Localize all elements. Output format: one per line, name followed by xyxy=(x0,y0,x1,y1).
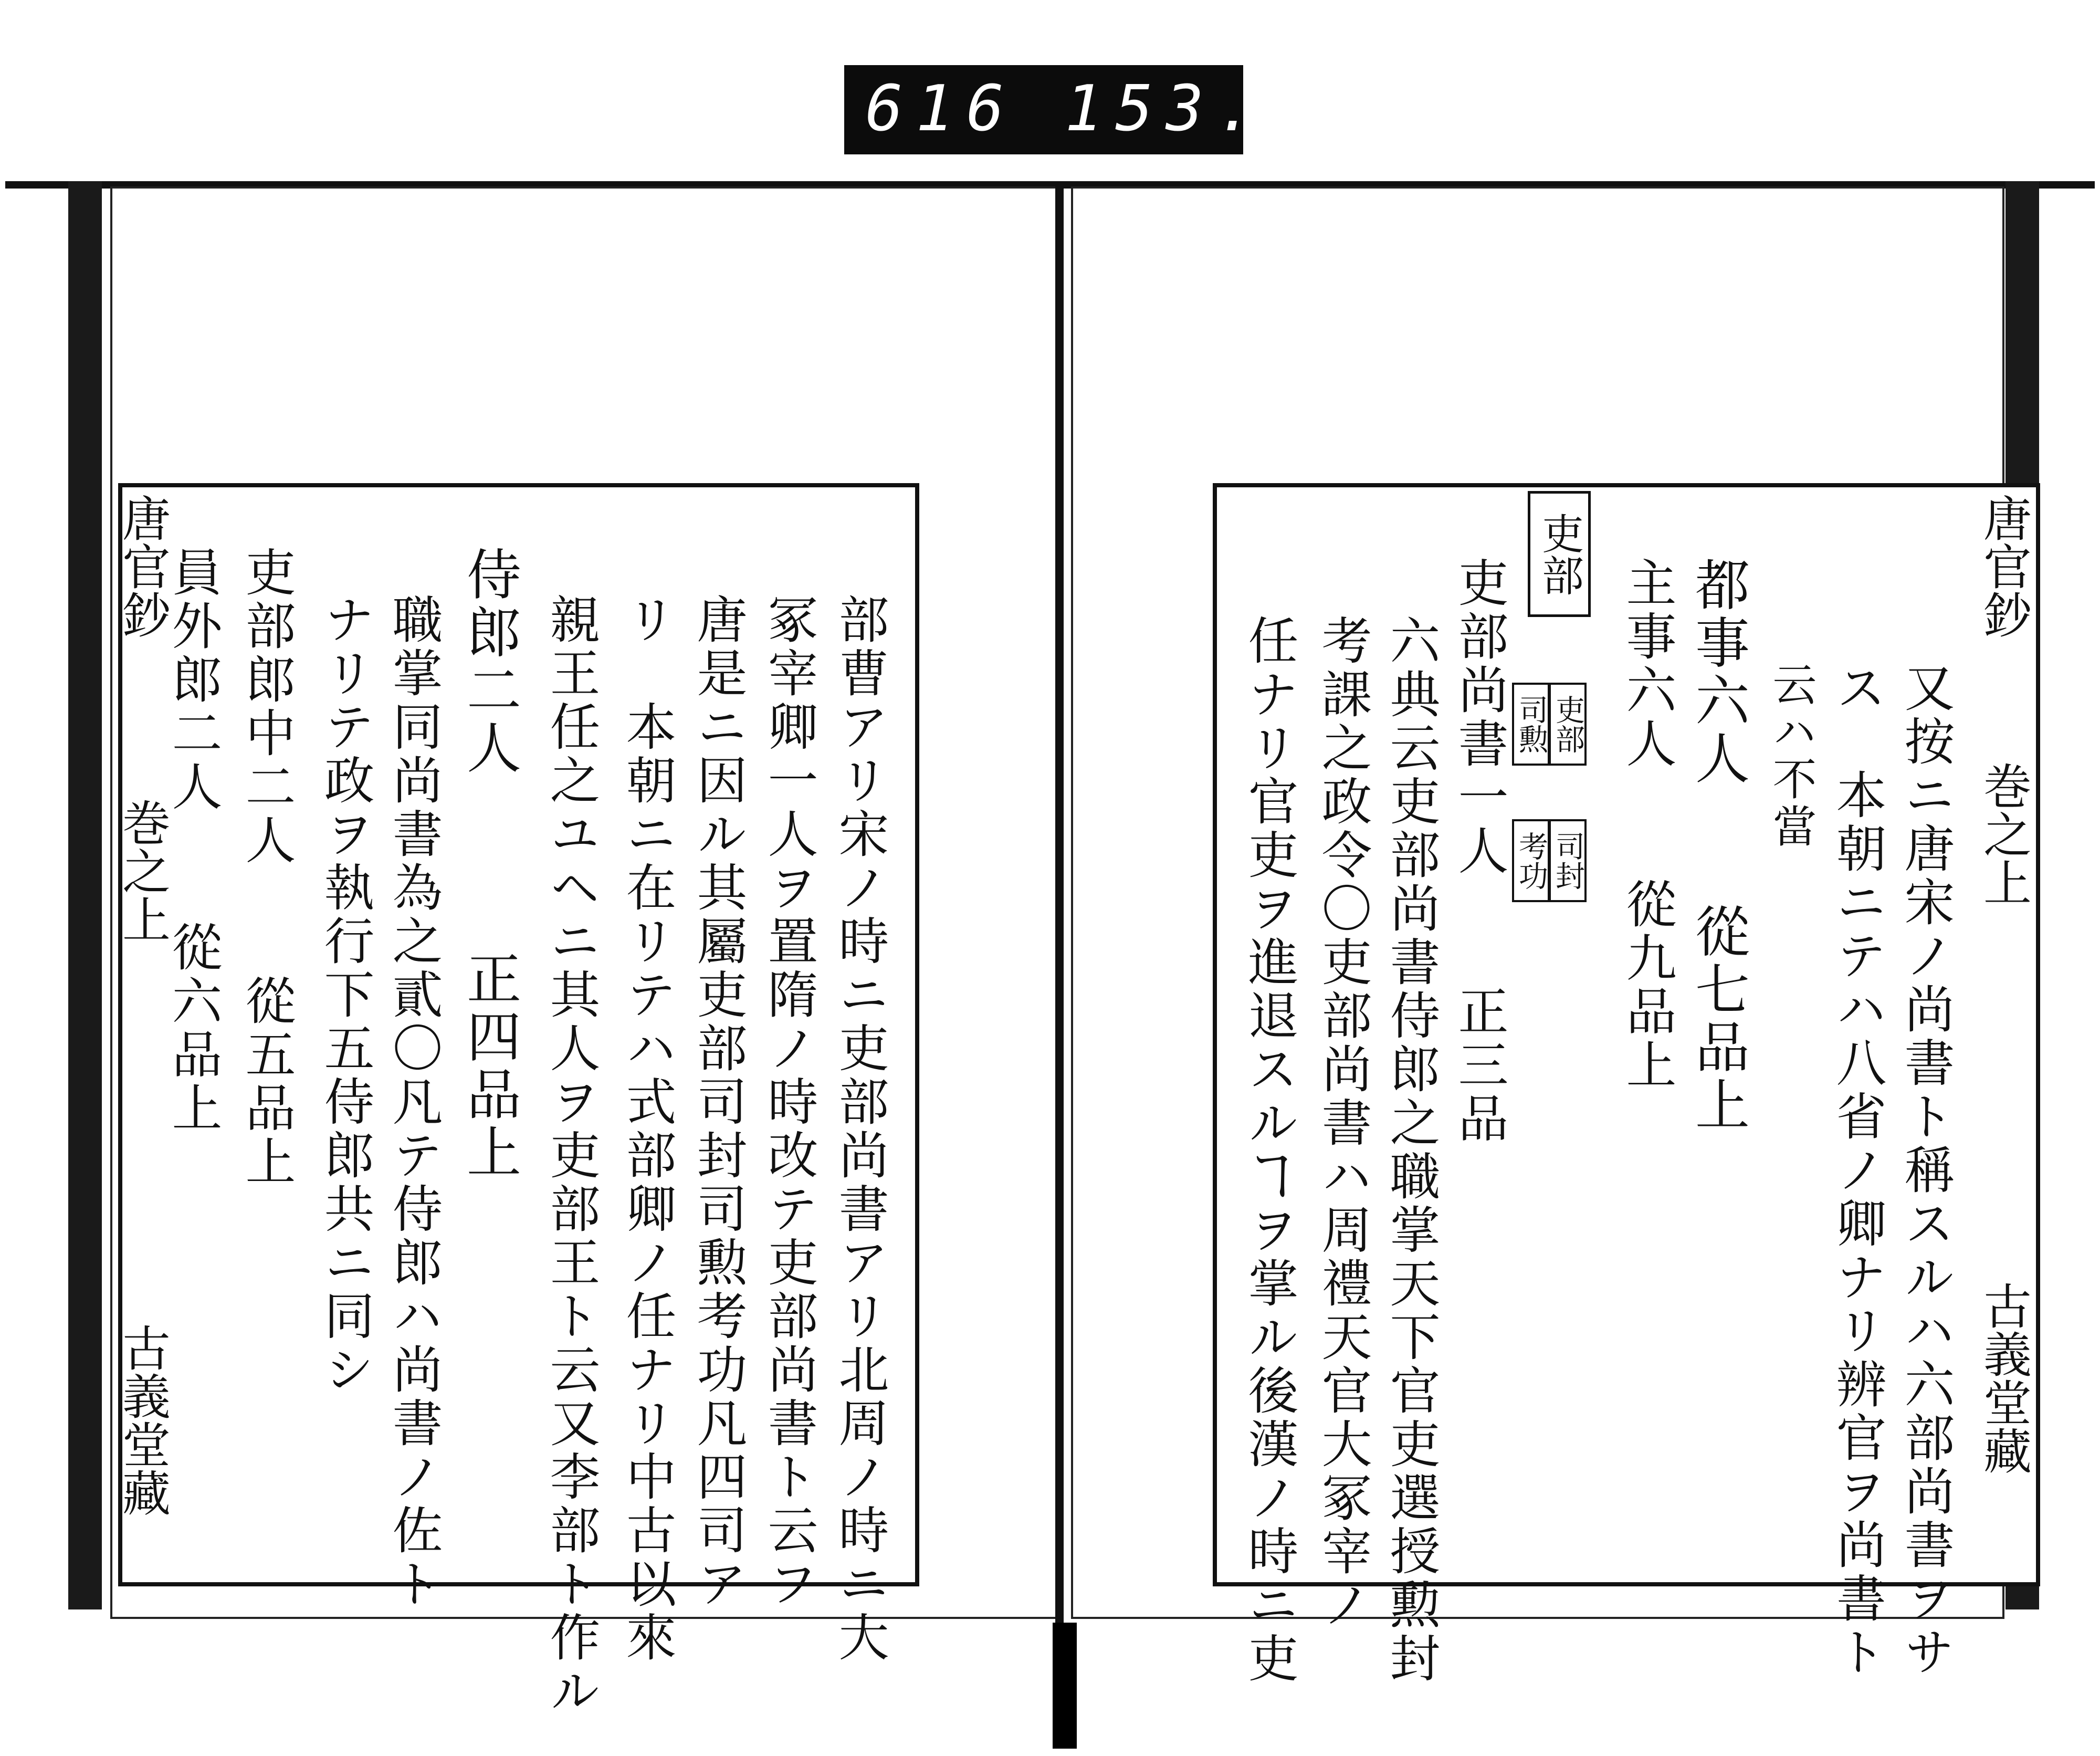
right-column-4: 都事六人 從七品上 xyxy=(1686,557,1750,1134)
right-column-1: 又按ニ唐宋ノ尚書ト稱スルハ六部尚書ヲサ xyxy=(1896,662,1955,1679)
left-margin-title: 唐官鈔 xyxy=(114,494,171,639)
right-margin-publisher: 古義堂藏 xyxy=(1976,1281,2032,1475)
boxed-label: 吏部 xyxy=(1549,683,1587,766)
catalog-number-left: 616 xyxy=(865,72,1017,145)
right-column-6: 吏部尚書一人 正三品 xyxy=(1450,557,1509,1146)
right-column-2: ス 本朝ニテハ八省ノ卿ナリ辨官ヲ尚書ト xyxy=(1828,662,1887,1679)
left-column-1: 部曹アリ宋ノ時ニ吏部尚書アリ北周ノ時ニ大 xyxy=(831,593,889,1665)
left-column-4: リ 本朝ニ在リテハ式部卿ノ任ナリ中古以來 xyxy=(618,593,677,1665)
left-column-9: 吏部郎中二人 從五品上 xyxy=(237,546,296,1189)
left-column-10: 員外郎二人 從六品上 xyxy=(164,546,223,1135)
right-margin-volume: 巻之上 xyxy=(1976,761,2032,906)
left-column-3: 唐是ニ因ル其屬吏部司封司勲考功凡四司ア xyxy=(689,593,748,1611)
boxed-label: 考功 xyxy=(1512,819,1550,902)
right-column-7: 六典云吏部尚書侍郎之職掌天下官吏選授勲封 xyxy=(1382,614,1441,1686)
left-column-2: 冢宰卿一人ヲ置隋ノ時改テ吏部尚書ト云フ xyxy=(760,593,818,1611)
left-column-6: 侍郎二人 正四品上 xyxy=(457,546,521,1182)
left-column-5: 親王任之ユヘニ其人ヲ吏部王ト云又李部ト作ル xyxy=(542,593,601,1718)
boxed-label: 司封 xyxy=(1549,819,1587,902)
right-column-5: 主事六人 從九品上 xyxy=(1618,557,1677,1092)
left-column-7: 職掌同尚書為之貳〇凡テ侍郎ハ尚書ノ佐ト xyxy=(384,593,443,1611)
left-page-edge xyxy=(68,181,102,1609)
section-stamp: 吏部 xyxy=(1528,491,1591,617)
left-column-8: ナリテ政ヲ執行下五侍郎共ニ同シ xyxy=(316,593,375,1397)
right-column-3: 云ハ不當 xyxy=(1766,662,1817,851)
gutter-tab xyxy=(1053,1623,1077,1749)
boxed-label: 司勲 xyxy=(1512,683,1550,766)
catalog-number-right: 153. xyxy=(1065,72,1267,145)
catalog-number-plate xyxy=(844,65,1267,154)
book-gutter xyxy=(1055,181,1064,1741)
left-margin-volume: 巻之上 xyxy=(114,798,171,943)
right-column-8: 考課之政令〇吏部尚書ハ周禮天官大冢宰ノ xyxy=(1314,614,1372,1632)
left-margin-publisher: 古義堂藏 xyxy=(114,1323,171,1517)
right-margin-title: 唐官鈔 xyxy=(1976,494,2032,639)
right-column-9: 任ナリ官吏ヲ進退スルヿヲ掌ル後漢ノ時ニ吏 xyxy=(1240,614,1299,1686)
